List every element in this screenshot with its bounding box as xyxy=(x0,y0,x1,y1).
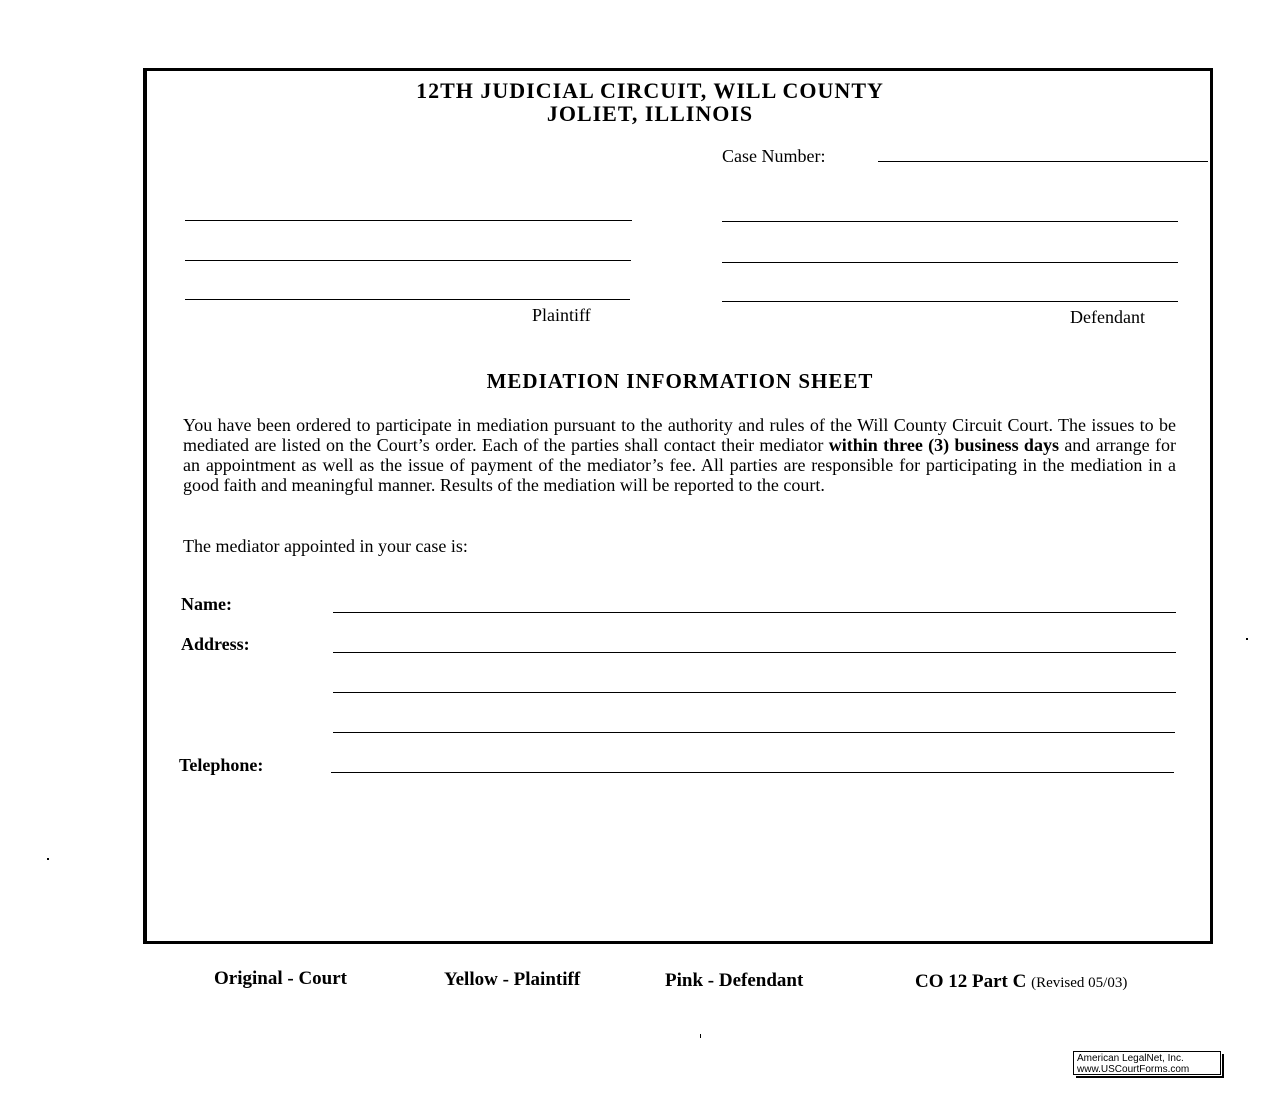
plaintiff-line-1[interactable] xyxy=(185,220,632,221)
instructions-paragraph xyxy=(183,415,1176,495)
copy-pink: Pink - Defendant xyxy=(665,970,804,991)
plaintiff-label: Plaintiff xyxy=(532,305,591,325)
copy-original: Original - Court xyxy=(214,968,347,989)
city-heading: JOLIET, ILLINOIS xyxy=(546,101,754,126)
scan-speck xyxy=(1246,638,1248,640)
address-field-3[interactable] xyxy=(333,732,1175,733)
defendant-line-3[interactable] xyxy=(722,301,1178,302)
address-field-2[interactable] xyxy=(333,692,1176,693)
stamp-url: www.USCourtForms.com xyxy=(1077,1064,1190,1075)
instructions-text-2: and arrange for an appointment as well as the issue of payment of the mediator’s fee. All parties are responsible for participating in the mediation in a good faith and meaningful manner. Results of the mediation will be reported to the court. xyxy=(183,435,1176,495)
copy-yellow: Yellow - Plaintiff xyxy=(444,969,581,990)
name-field[interactable] xyxy=(333,612,1176,613)
defendant-line-1[interactable] xyxy=(722,221,1178,222)
plaintiff-line-2[interactable] xyxy=(185,260,631,261)
court-heading: 12TH JUDICIAL CIRCUIT, WILL COUNTY xyxy=(416,78,884,103)
form-code-text: CO 12 Part C xyxy=(915,971,1027,992)
instructions-emphasis: within three (3) business days xyxy=(828,435,1059,455)
mediator-intro: The mediator appointed in your case is: xyxy=(183,536,468,556)
form-border xyxy=(143,68,1213,944)
revised-date: (Revised 05/03) xyxy=(1031,975,1128,991)
form-title: MEDIATION INFORMATION SHEET xyxy=(486,369,874,393)
telephone-field[interactable] xyxy=(331,772,1174,773)
scan-speck xyxy=(700,1034,701,1038)
defendant-line-2[interactable] xyxy=(722,262,1178,263)
address-field-1[interactable] xyxy=(333,652,1176,653)
telephone-label: Telephone: xyxy=(179,755,264,775)
case-number-field[interactable] xyxy=(878,161,1208,162)
stamp-company: American LegalNet, Inc. xyxy=(1077,1053,1184,1064)
address-label: Address: xyxy=(181,634,250,654)
form-code xyxy=(915,971,1127,993)
instructions-text-1: You have been ordered to participate in mediation pursuant to the authority and rules of the Will County Circuit Court. The issues to be mediated are listed on the Court’s order. Each of the parties shall contact their mediator xyxy=(183,415,1176,455)
legalnet-stamp xyxy=(1073,1051,1221,1075)
plaintiff-line-3[interactable] xyxy=(185,299,630,300)
scan-speck xyxy=(47,858,49,860)
name-label: Name: xyxy=(181,594,232,614)
defendant-label: Defendant xyxy=(1070,307,1145,327)
case-number-label: Case Number: xyxy=(722,146,826,166)
